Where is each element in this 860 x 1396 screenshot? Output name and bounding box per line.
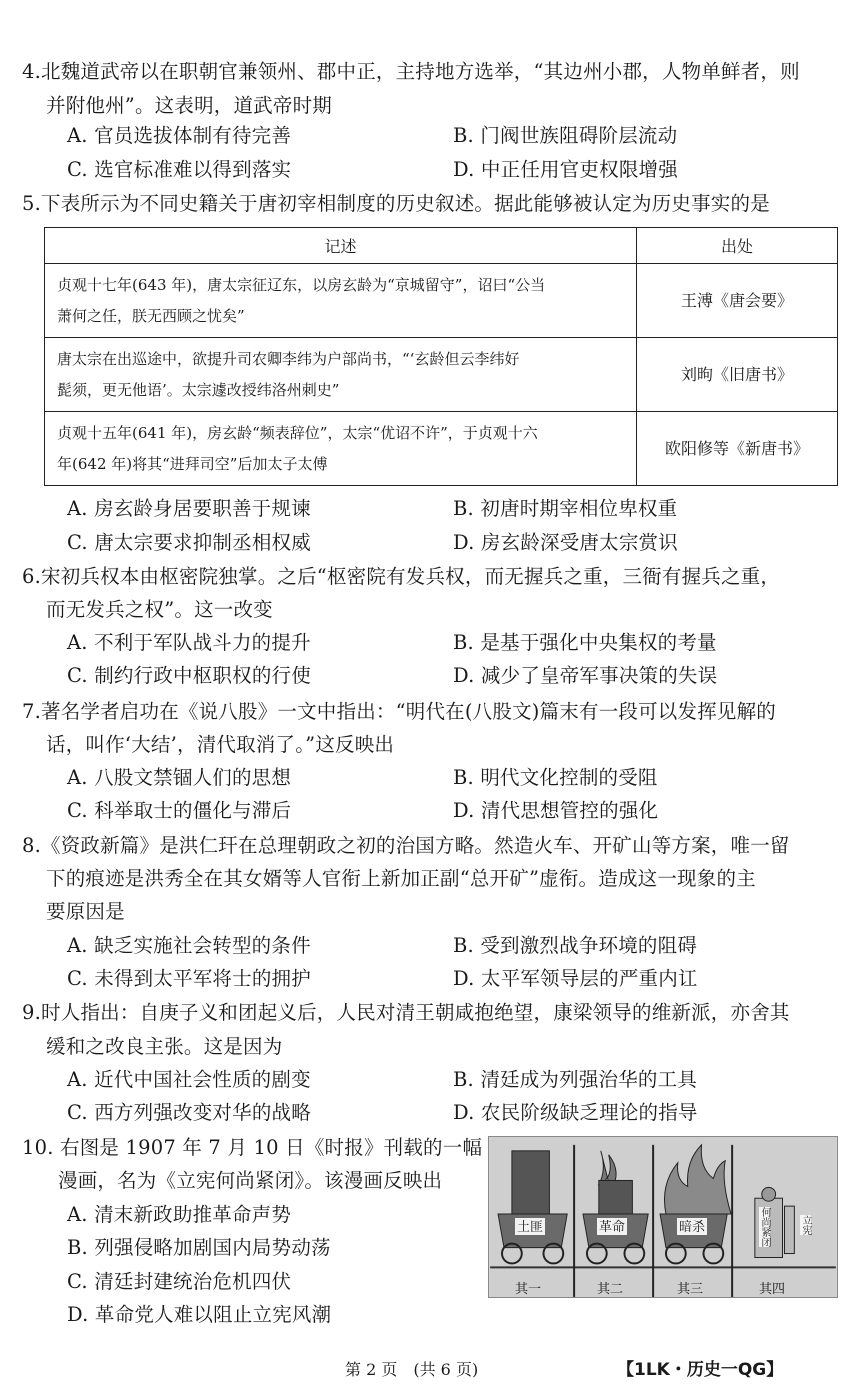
table-cell-record	[45, 338, 637, 412]
panel-label-1: 其一	[515, 1281, 542, 1296]
q9-stem-line-1: 9.时人指出：自庚子义和团起义后，人民对清王朝咸抱绝望，康梁领导的维新派，亦舍其	[22, 1001, 790, 1024]
q6-stem-line-1: 6.宋初兵权本由枢密院独掌。之后“枢密院有发兵权，而无握兵之重，三衙有握兵之重，	[22, 565, 781, 588]
q5-stem-line-1: 5.下表所示为不同史籍关于唐初宰相制度的历史叙述。据此能够被认定为历史事实的是	[22, 192, 770, 215]
table-row	[45, 264, 838, 338]
panel-label-2: 其二	[597, 1281, 624, 1296]
exam-code: 【1LK・历史一QG】	[617, 1360, 784, 1380]
q5-history-table	[44, 227, 838, 486]
table-cell-record	[45, 412, 637, 486]
table-row	[45, 412, 838, 486]
q9-option-d: D. 农民阶级缺乏理论的指导	[453, 1101, 698, 1124]
q9-option-a: A. 近代中国社会性质的剧变	[67, 1068, 311, 1091]
q7-option-d: D. 清代思想管控的强化	[453, 799, 659, 822]
political-cartoon-image	[488, 1136, 838, 1298]
page-number: 第 2 页 (共 6 页)	[345, 1360, 479, 1379]
cart-label-bandits: 土匪	[517, 1219, 544, 1234]
cartoon-drawing	[489, 1137, 837, 1297]
q7-option-c: C. 科举取士的僵化与滞后	[67, 799, 292, 822]
q10-option-d: D. 革命党人难以阻止立宪风潮	[67, 1303, 332, 1326]
q6-option-a: A. 不利于军队战斗力的提升	[67, 631, 311, 654]
q5-option-a: A. 房玄龄身居要职善于规谏	[67, 497, 311, 520]
q10-stem-line-2: 漫画，名为《立宪何尚紧闭》。该漫画反映出	[58, 1169, 443, 1192]
q8-stem-line-3: 要原因是	[46, 900, 125, 923]
q10-option-b: B. 列强侵略加剧国内局势动荡	[67, 1236, 331, 1259]
table-header-source: 出处	[637, 228, 838, 264]
q8-stem-line-2: 下的痕迹是洪秀全在其女婿等人官衔上新加正副“总开矿”虚衔。造成这一现象的主	[46, 867, 756, 890]
q8-option-d: D. 太平军领导层的严重内讧	[453, 967, 698, 990]
q10-option-a: A. 清末新政助推革命声势	[67, 1203, 292, 1226]
table-cell-source: 欧阳修等《新唐书》	[637, 412, 838, 486]
q9-stem-line-2: 缓和之改良主张。这是因为	[46, 1035, 283, 1058]
q7-stem-line-1: 7.著名学者启功在《说八股》一文中指出：“明代在(八股文)篇末有一段可以发挥见解的	[22, 700, 776, 723]
record-line: 贞观十七年(643 年)，唐太宗征辽东，以房玄龄为“京城留守”，诏曰“公当	[57, 275, 546, 294]
record-line: 贞观十五年(641 年)，房玄龄“频表辞位”，太宗“优诏不许”，于贞观十六	[57, 423, 538, 442]
record-line: 髭须，更无他语’。太宗遽改授纬洛州刺史”	[57, 380, 340, 399]
q4-stem-line-2: 并附他州”。这表明，道武帝时期	[46, 94, 332, 117]
q5-option-b: B. 初唐时期宰相位卑权重	[453, 497, 678, 520]
record-line: 唐太宗在出巡途中，欲提升司农卿李纬为户部尚书，“‘玄龄但云李纬好	[57, 349, 520, 368]
label-why-still-closed: 何尚紧闭	[759, 1207, 770, 1247]
table-cell-source: 王溥《唐会要》	[637, 264, 838, 338]
q4-stem-line-1: 4.北魏道武帝以在职朝官兼领州、郡中正，主持地方选举，“其边州小郡，人物单鲜者，则	[22, 60, 800, 83]
table-row	[45, 338, 838, 412]
q9-option-b: B. 清廷成为列强治华的工具	[453, 1068, 698, 1091]
record-line: 年(642 年)将其“进拜司空”后加太子太傅	[57, 454, 328, 473]
table-header-record: 记述	[45, 228, 637, 264]
label-constitution: 立宪	[800, 1215, 811, 1235]
q6-option-d: D. 减少了皇帝军事决策的失误	[453, 664, 718, 687]
q8-option-b: B. 受到激烈战争环境的阻碍	[453, 934, 698, 957]
cart-label-revolution: 革命	[599, 1219, 626, 1234]
q4-option-a: A. 官员选拔体制有待完善	[67, 124, 292, 147]
q5-option-d: D. 房玄龄深受唐太宗赏识	[453, 531, 678, 554]
q6-stem-line-2: 而无发兵之权”。这一改变	[46, 598, 273, 621]
q7-option-b: B. 明代文化控制的受阻	[453, 766, 658, 789]
cart-label-assassination: 暗杀	[679, 1219, 706, 1234]
q8-option-a: A. 缺乏实施社会转型的条件	[67, 934, 311, 957]
q7-option-a: A. 八股文禁锢人们的思想	[67, 766, 292, 789]
panel-label-4: 其四	[759, 1281, 786, 1296]
q4-option-d: D. 中正任用官吏权限增强	[453, 158, 678, 181]
q8-stem-line-1: 8.《资政新篇》是洪仁玕在总理朝政之初的治国方略。然造火车、开矿山等方案，唯一留	[22, 834, 790, 857]
q9-option-c: C. 西方列强改变对华的战略	[67, 1101, 311, 1124]
q6-option-c: C. 制约行政中枢职权的行使	[67, 664, 311, 687]
q8-option-c: C. 未得到太平军将士的拥护	[67, 967, 311, 990]
q10-option-c: C. 清廷封建统治危机四伏	[67, 1270, 292, 1293]
table-cell-source: 刘昫《旧唐书》	[637, 338, 838, 412]
q10-stem-line-1: 10. 右图是 1907 年 7 月 10 日《时报》刊载的一幅	[22, 1136, 483, 1159]
q5-option-c: C. 唐太宗要求抑制丞相权威	[67, 531, 311, 554]
q6-option-b: B. 是基于强化中央集权的考量	[453, 631, 717, 654]
panel-label-3: 其三	[677, 1281, 704, 1296]
record-line: 萧何之任，朕无西顾之忧矣”	[57, 306, 245, 325]
q4-option-c: C. 选官标准难以得到落实	[67, 158, 292, 181]
table-cell-record	[45, 264, 637, 338]
table-header-row	[45, 228, 838, 264]
q4-option-b: B. 门阀世族阻碍阶层流动	[453, 124, 678, 147]
q7-stem-line-2: 话，叫作‘大结’，清代取消了。”这反映出	[46, 733, 395, 756]
